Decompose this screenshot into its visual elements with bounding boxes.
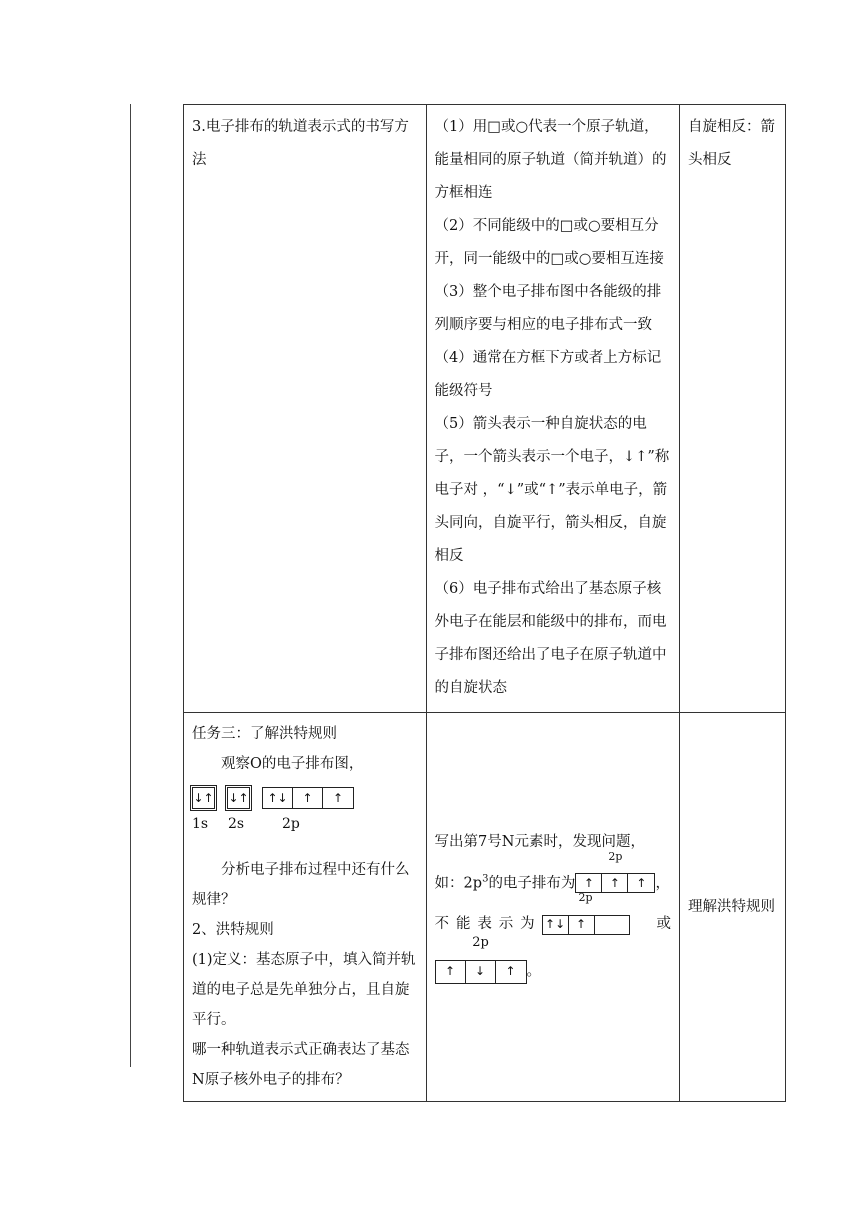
orbital-2s xyxy=(227,787,250,809)
list-item: （3）整个电子排布图中各能级的排列顺序要与相应的电子排布式一致 xyxy=(434,284,662,333)
orbital-cell: ↑ xyxy=(332,791,344,805)
task-cell xyxy=(184,105,427,713)
orbital-diagram-wrong-2: 2p ↑ ↓ ↑ xyxy=(435,955,527,988)
orbital-label: 2p xyxy=(282,816,300,832)
list-item: （2）不同能级中的□或○要相互分开，同一能级中的□或○要相互连接 xyxy=(434,218,664,267)
observe-text: 观察O的电子排布图， xyxy=(221,756,364,772)
explanation-line: 如：$2p^3$的电子排布为 2p ↑ ↑ ↑ ， xyxy=(435,867,671,901)
orbital-1s xyxy=(192,787,215,809)
orbital-cell: ↑ xyxy=(293,788,323,808)
definition-text: (1)定义：基态原子中，填入简并轨道的电子总是先单独分占，且自旋平行。 xyxy=(192,952,416,1028)
orbital-cell xyxy=(595,916,629,934)
orbital-diagram-wrong-1: 2p ↑↓ ↑ xyxy=(542,908,630,941)
list-item: （6）电子排布式给出了基态原子核外电子在能层和能级中的排布，而电子排布图还给出了电子在原子轨道中的自旋状态 xyxy=(434,581,667,696)
task-cell xyxy=(184,713,427,1102)
orbital-label: 2s xyxy=(228,816,245,832)
orbital-cell: ↑↓ xyxy=(263,788,293,808)
orbital-cell: ↑ xyxy=(569,916,595,934)
orbital-labels xyxy=(192,813,418,835)
orbital-cell: ↑ xyxy=(436,961,466,983)
note-cell xyxy=(680,105,786,713)
orbital-diagram-correct: 2p ↑ ↑ ↑ xyxy=(575,867,655,900)
orbital-cell: ↓↑ xyxy=(228,791,249,805)
explanation-line: 写出第7号N元素时，发现问题， xyxy=(434,833,645,850)
orbital-cell: ↓ xyxy=(466,961,496,983)
list-item: （1）用□或○代表一个原子轨道，能量相同的原子轨道（简并轨道）的方框相连 xyxy=(434,119,667,201)
task-title: 3.电子排布的轨道表示式的书写方法 xyxy=(192,119,409,168)
explanation-line: 2p ↑ ↓ ↑ 。 xyxy=(435,955,671,989)
orbital-cell: ↑ xyxy=(576,874,602,892)
table-row xyxy=(184,105,786,713)
method-cell xyxy=(426,105,679,713)
orbital-cell: ↑ xyxy=(636,875,647,890)
question-text: 分析电子排布过程中还有什么规律？ xyxy=(192,862,410,908)
orbital-2p xyxy=(262,787,354,809)
task-title: 任务三：了解洪特规则 xyxy=(192,726,337,742)
oxygen-orbital-diagram xyxy=(192,785,418,811)
question-text: 哪一种轨道表示式正确表达了基态N原子核外电子的排布？ xyxy=(192,1042,410,1088)
explanation-cell xyxy=(426,713,679,1102)
list-item: （4）通常在方框下方或者上方标记能级符号 xyxy=(434,350,662,399)
lesson-table xyxy=(183,104,786,1102)
left-margin-line xyxy=(130,104,131,1067)
rule-title: 2、洪特规则 xyxy=(192,922,274,938)
list-item: （5）箭头表示一种自旋状态的电子，一个箭头表示一个电子，↓↑”称电子对 ，“↓”或“↑”表示单电子，箭头同向，自旋平行，箭头相反，自旋相反 xyxy=(434,416,670,564)
note-cell xyxy=(680,713,786,1102)
orbital-cell: ↓↑ xyxy=(193,791,214,805)
orbital-label: 1s xyxy=(192,816,209,832)
explanation-line: 不 能 表 示 为 2p ↑↓ ↑ 或 xyxy=(435,908,671,941)
orbital-cell: ↑ xyxy=(602,874,628,892)
table-row xyxy=(184,713,786,1102)
orbital-cell: ↑↓ xyxy=(543,916,569,934)
orbital-cell: ↑ xyxy=(505,964,516,978)
note-text: 自旋相反：箭头相反 xyxy=(688,119,776,168)
note-text: 理解洪特规则 xyxy=(688,898,776,915)
